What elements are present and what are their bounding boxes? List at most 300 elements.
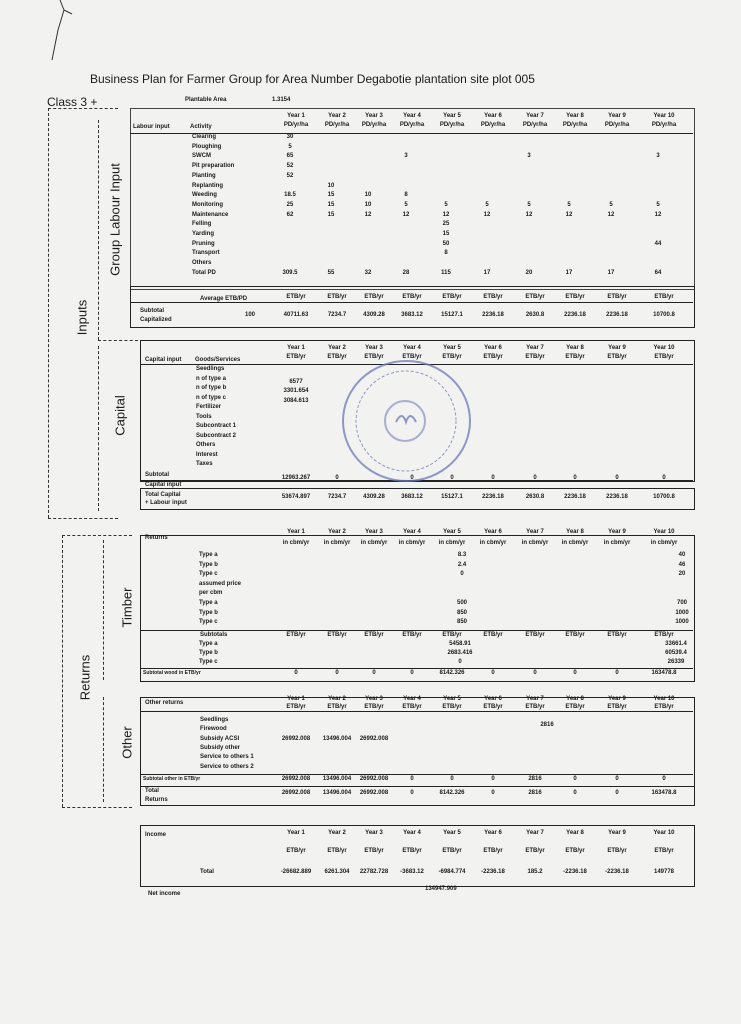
unit-header: PD/yr/ha bbox=[283, 122, 309, 128]
year-header: Year 7 bbox=[526, 529, 544, 535]
timber-frame-left bbox=[103, 540, 104, 680]
capital-total-cell: 53674.897 bbox=[281, 494, 311, 500]
labour-cell: 5 bbox=[288, 143, 292, 150]
capital-frame-left bbox=[98, 346, 99, 511]
year-header: Year 8 bbox=[566, 529, 584, 535]
other-subtotal-cell: 26992.008 bbox=[359, 776, 389, 782]
inputs-frame-left bbox=[48, 108, 49, 518]
unit-header: PD/yr/ha bbox=[651, 122, 677, 128]
unit-header: ETB/yr bbox=[654, 704, 674, 710]
labour-capitalized-label: Capitalized bbox=[140, 317, 172, 323]
labour-cell: 15 bbox=[327, 192, 335, 199]
returns-total-cell: 2816 bbox=[528, 790, 542, 796]
unit-header: ETB/yr bbox=[286, 848, 306, 854]
labour-cell: 12 bbox=[654, 211, 662, 218]
avg-etb-value: 100 bbox=[245, 312, 256, 318]
unit-header: PD/yr/ha bbox=[324, 122, 350, 128]
unit-header: ETB/yr bbox=[607, 354, 627, 360]
etb-header: ETB/yr bbox=[565, 294, 585, 300]
capital-total-label-1: Total Capital bbox=[145, 492, 181, 498]
unit-header: PD/yr/ha bbox=[562, 122, 588, 128]
returns-frame-left bbox=[62, 535, 63, 807]
capital-item-label: Subcontract 2 bbox=[196, 432, 237, 439]
timber-y10-cell: 1000 bbox=[675, 609, 689, 616]
labour-cell: 10 bbox=[364, 192, 372, 199]
income-total-cell: 149778 bbox=[653, 869, 675, 875]
other-row-label: Firewood bbox=[200, 726, 227, 733]
timber-row-label: Type c bbox=[199, 619, 218, 626]
unit-header: ETB/yr bbox=[402, 848, 422, 854]
plantable-area-value: 1.3154 bbox=[272, 97, 291, 103]
timber-y5-cell: 850 bbox=[456, 609, 468, 616]
labour-cell: 12 bbox=[525, 211, 533, 218]
year-header: Year 5 bbox=[443, 529, 461, 535]
timber-subrow-label: Type b bbox=[199, 650, 218, 656]
capital-total-cell: 2630.8 bbox=[525, 494, 545, 500]
labour-cell: 10 bbox=[327, 182, 335, 189]
year-header: Year 7 bbox=[526, 345, 544, 351]
etb-header: ETB/yr bbox=[654, 294, 674, 300]
document-title: Business Plan for Farmer Group for Area Number Degabotie plantation site plot 005 bbox=[90, 72, 535, 86]
labour-cell: 12 bbox=[607, 211, 615, 218]
year-header: Year 9 bbox=[608, 345, 626, 351]
returns-total-cell: 26992.008 bbox=[281, 790, 311, 796]
returns-total-cell: 13496.004 bbox=[322, 790, 352, 796]
etb-header: ETB/yr bbox=[654, 632, 674, 638]
capital-total-cell: 3683.12 bbox=[401, 494, 423, 500]
timber-sub-y5-cell: 2683.416 bbox=[447, 650, 473, 656]
year-header: Year 2 bbox=[328, 830, 346, 836]
unit-header: ETB/yr bbox=[327, 848, 347, 854]
subtotal-wood-cell: 0 bbox=[372, 670, 376, 676]
year-header: Year 2 bbox=[328, 529, 346, 535]
etb-header: ETB/yr bbox=[327, 632, 347, 638]
labour-frame-left bbox=[98, 120, 99, 340]
labour-subtotal-cell: 2236.18 bbox=[482, 312, 504, 318]
timber-subrow-label: Type c bbox=[199, 659, 218, 665]
timber-sub-y10-cell: 26339 bbox=[667, 659, 685, 665]
labour-cell: 5 bbox=[527, 201, 531, 208]
timber-subrow-label: Type a bbox=[199, 641, 218, 647]
unit-header: ETB/yr bbox=[565, 704, 585, 710]
labour-cell: 309.5 bbox=[282, 269, 298, 276]
timber-y10-cell: 40 bbox=[678, 552, 686, 558]
capital-item-label: n of type b bbox=[196, 385, 227, 391]
capital-item-label: Fertilizer bbox=[196, 404, 222, 410]
year-header: Year 9 bbox=[608, 696, 626, 702]
labour-cell: 25 bbox=[442, 221, 450, 228]
subtotal-wood-cell: 0 bbox=[491, 670, 495, 676]
etb-header: ETB/yr bbox=[483, 632, 503, 638]
activity-label: Total PD bbox=[192, 269, 216, 276]
income-total-cell: 185.2 bbox=[527, 869, 543, 875]
labour-cell: 15 bbox=[442, 231, 450, 237]
activity-label: Yarding bbox=[192, 231, 215, 237]
activity-label: Ploughing bbox=[192, 143, 222, 150]
labour-subtotal-cell: 4309.28 bbox=[363, 312, 385, 318]
capital-total-label-2: + Labour input bbox=[145, 500, 187, 506]
unit-header: ETB/yr bbox=[525, 354, 545, 360]
labour-cell: 12 bbox=[402, 211, 410, 218]
year-header: Year 7 bbox=[526, 113, 544, 119]
unit-header: ETB/yr bbox=[442, 848, 462, 854]
inputs-frame-top bbox=[48, 108, 118, 109]
capital-item-label: Seedlings bbox=[196, 366, 225, 372]
year-header: Year 10 bbox=[653, 113, 675, 119]
labour-section-label: Group Labour Input bbox=[107, 163, 123, 276]
activity-label: SWCM bbox=[192, 153, 211, 160]
returns-total-label-1: Total bbox=[145, 788, 159, 794]
labour-cell: 12 bbox=[442, 211, 450, 218]
goods-header: Goods/Services bbox=[195, 357, 241, 363]
year-header: Year 10 bbox=[653, 830, 675, 836]
unit-header: PD/yr/ha bbox=[399, 122, 425, 128]
labour-cell: 32 bbox=[364, 269, 372, 276]
capital-item-label: Tools bbox=[196, 413, 212, 420]
activity-label: Pruning bbox=[192, 240, 215, 247]
capital-input-header: Capital input bbox=[145, 357, 182, 363]
subtotal-wood-cell: 0 bbox=[410, 670, 414, 676]
labour-cell: 8 bbox=[404, 192, 408, 199]
subtotal-wood-cell: 163478.8 bbox=[651, 670, 677, 676]
capital-subtotal-cell: 0 bbox=[491, 475, 495, 481]
subtotal-wood-cell: 0 bbox=[533, 670, 537, 676]
subtotal-wood-label: Subtotal wood in ETB/yr bbox=[143, 670, 201, 676]
unit-header: ETB/yr bbox=[483, 354, 503, 360]
labour-subtotal-cell: 3683.12 bbox=[401, 312, 423, 318]
year-header: Year 7 bbox=[526, 830, 544, 836]
returns-total-cell: 8142.326 bbox=[439, 790, 465, 796]
plantable-area-label: Plantable Area bbox=[185, 97, 227, 103]
labour-subtotal-cell: 15127.1 bbox=[441, 312, 463, 318]
unit-header: in cbm/yr bbox=[479, 540, 507, 546]
returns-total-cell: 0 bbox=[491, 790, 495, 796]
returns-total-label-2: Returns bbox=[145, 797, 168, 803]
capital-subtotal-cell: 0 bbox=[573, 475, 577, 481]
capital-subtotal-cell: 0 bbox=[615, 475, 619, 481]
other-subtotal-cell: 13496.004 bbox=[322, 776, 352, 782]
inputs-frame-bottom bbox=[48, 518, 118, 519]
unit-header: ETB/yr bbox=[483, 704, 503, 710]
year-header: Year 6 bbox=[484, 345, 502, 351]
returns-section-label: Returns bbox=[77, 654, 93, 701]
labour-cell: 8 bbox=[444, 250, 448, 257]
capital-item-label: Subcontract 1 bbox=[196, 423, 237, 429]
labour-subtotal-cell: 7234.7 bbox=[327, 312, 347, 318]
year-header: Year 6 bbox=[484, 113, 502, 119]
timber-sub-y10-cell: 33661.4 bbox=[665, 641, 687, 647]
labour-cell: 17 bbox=[483, 269, 491, 276]
labour-cell: 3 bbox=[527, 153, 531, 160]
timber-y5-cell: 500 bbox=[456, 600, 468, 606]
capital-item-label: Interest bbox=[196, 451, 218, 458]
unit-header: in cbm/yr bbox=[521, 540, 549, 546]
other-subtotal-cell: 26992.008 bbox=[281, 776, 311, 782]
capital-item-value: 3084.613 bbox=[283, 397, 309, 404]
unit-header: in cbm/yr bbox=[438, 540, 466, 546]
other-row-label: Subsidy ACSI bbox=[200, 735, 240, 742]
unit-header: PD/yr/ha bbox=[522, 122, 548, 128]
other-row-label: Service to others 2 bbox=[200, 763, 254, 770]
net-income-label: Net income bbox=[148, 891, 181, 897]
etb-header: ETB/yr bbox=[442, 294, 462, 300]
net-income-value: 134947.909 bbox=[425, 886, 457, 892]
capital-subtotal-cell: 0 bbox=[662, 475, 666, 481]
income-total-cell: -2236.18 bbox=[563, 869, 587, 875]
unit-header: ETB/yr bbox=[364, 848, 384, 854]
other-subtotal-cell: 2816 bbox=[528, 776, 542, 782]
year-header: Year 5 bbox=[443, 345, 461, 351]
unit-header: ETB/yr bbox=[525, 848, 545, 854]
timber-y5-cell: 0 bbox=[460, 571, 464, 578]
year-header: Year 8 bbox=[566, 345, 584, 351]
year-header: Year 4 bbox=[403, 113, 421, 119]
unit-header: ETB/yr bbox=[565, 354, 585, 360]
capital-item-label: n of type a bbox=[196, 375, 227, 382]
unit-header: ETB/yr bbox=[364, 704, 384, 710]
unit-header: PD/yr/ha bbox=[480, 122, 506, 128]
labour-cell: 30 bbox=[286, 134, 294, 140]
inputs-section-label: Inputs bbox=[74, 299, 90, 336]
timber-sub-y5-cell: 5458.91 bbox=[449, 641, 471, 647]
activity-label: Transport bbox=[192, 250, 220, 257]
year-header: Year 10 bbox=[653, 529, 675, 535]
timber-row-label: Type c bbox=[199, 571, 218, 578]
labour-cell: 17 bbox=[565, 269, 573, 276]
etb-header: ETB/yr bbox=[402, 632, 422, 638]
unit-header: in cbm/yr bbox=[360, 540, 388, 546]
timber-row-label: Type a bbox=[199, 552, 218, 558]
income-total-cell: -6984.774 bbox=[438, 869, 466, 875]
capital-section-label: Capital bbox=[112, 395, 128, 436]
capital-total-cell: 2236.18 bbox=[564, 494, 586, 500]
labour-cell: 62 bbox=[286, 211, 294, 218]
labour-cell: 5 bbox=[485, 201, 489, 208]
subsidy-cell: 26992.008 bbox=[359, 736, 389, 742]
timber-row-label: Type b bbox=[199, 609, 218, 616]
unit-header: ETB/yr bbox=[286, 704, 306, 710]
unit-header: ETB/yr bbox=[565, 848, 585, 854]
activity-label: Clearing bbox=[192, 134, 217, 140]
labour-subtotal-cell: 2236.18 bbox=[606, 312, 628, 318]
subsidy-cell: 26992.008 bbox=[281, 736, 311, 742]
unit-header: ETB/yr bbox=[525, 704, 545, 710]
capital-subtotal-cell: 0 bbox=[533, 475, 537, 481]
etb-header: ETB/yr bbox=[286, 632, 306, 638]
year-header: Year 3 bbox=[365, 345, 383, 351]
activity-label: Planting bbox=[192, 172, 216, 179]
activity-label: Weeding bbox=[192, 192, 217, 199]
timber-y10-cell: 20 bbox=[678, 571, 686, 578]
year-header: Year 4 bbox=[403, 696, 421, 702]
unit-header: ETB/yr bbox=[654, 354, 674, 360]
capital-subtotal-cell: 0 bbox=[410, 475, 414, 481]
unit-header: in cbm/yr bbox=[398, 540, 426, 546]
year-header: Year 9 bbox=[608, 529, 626, 535]
etb-header: ETB/yr bbox=[565, 632, 585, 638]
unit-header: ETB/yr bbox=[442, 704, 462, 710]
labour-cell: 44 bbox=[654, 240, 662, 247]
unit-header: PD/yr/ha bbox=[361, 122, 387, 128]
capital-total-cell: 10700.8 bbox=[653, 494, 675, 500]
activity-label: Monitoring bbox=[192, 201, 223, 208]
capital-total-cell: 4309.28 bbox=[363, 494, 385, 500]
year-header: Year 6 bbox=[484, 696, 502, 702]
other-row-label: Subsidy other bbox=[200, 744, 241, 751]
class-label: Class 3 + bbox=[47, 95, 98, 109]
unit-header: ETB/yr bbox=[286, 354, 306, 360]
returns-frame-bottom bbox=[62, 807, 132, 808]
labour-cell: 64 bbox=[654, 269, 662, 276]
etb-header: ETB/yr bbox=[525, 294, 545, 300]
year-header: Year 5 bbox=[443, 696, 461, 702]
labour-cell: 12 bbox=[483, 211, 491, 218]
labour-cell: 28 bbox=[402, 269, 410, 276]
other-row-label: Seedlings bbox=[200, 717, 229, 723]
etb-header: ETB/yr bbox=[525, 632, 545, 638]
timber-y10-cell: 46 bbox=[678, 561, 686, 568]
activity-label: Others bbox=[192, 260, 212, 267]
subtotal-wood-cell: 8142.326 bbox=[439, 670, 465, 676]
labour-cell: 52 bbox=[286, 172, 294, 179]
activity-header: Activity bbox=[190, 124, 212, 130]
torn-corner-icon bbox=[0, 0, 110, 100]
capital-subtotal-cell: 12963.267 bbox=[281, 475, 311, 481]
returns-total-cell: 0 bbox=[410, 790, 414, 796]
year-header: Year 1 bbox=[287, 529, 305, 535]
labour-cell: 5 bbox=[567, 201, 571, 208]
unit-header: ETB/yr bbox=[327, 704, 347, 710]
unit-header: ETB/yr bbox=[654, 848, 674, 854]
unit-header: in cbm/yr bbox=[282, 540, 310, 546]
returns-header: Returns bbox=[145, 535, 168, 541]
year-header: Year 5 bbox=[443, 830, 461, 836]
income-total-cell: -3683.12 bbox=[400, 869, 424, 875]
etb-header: ETB/yr bbox=[607, 294, 627, 300]
other-subtotal-cell: 0 bbox=[450, 776, 454, 782]
income-total-cell: -2236.18 bbox=[481, 869, 505, 875]
other-subtotal-label: Subtotal other in ETB/yr bbox=[143, 776, 201, 782]
capital-input-label: Capital input bbox=[145, 482, 182, 488]
labour-cell: 55 bbox=[327, 269, 335, 276]
unit-header: PD/yr/ha bbox=[604, 122, 630, 128]
activity-label: Replanting bbox=[192, 182, 223, 189]
capital-item-label: Others bbox=[196, 442, 216, 448]
labour-subtotal-cell: 40711.63 bbox=[283, 312, 309, 318]
unit-header: ETB/yr bbox=[327, 354, 347, 360]
activity-label: Pit preparation bbox=[192, 163, 235, 170]
capital-item-value: 3301.654 bbox=[283, 388, 309, 394]
etb-header: ETB/yr bbox=[442, 632, 462, 638]
year-header: Year 6 bbox=[484, 830, 502, 836]
unit-header: ETB/yr bbox=[402, 354, 422, 360]
labour-subtotal-label: Subtotal bbox=[140, 308, 164, 314]
year-header: Year 1 bbox=[287, 830, 305, 836]
labour-cell: 115 bbox=[441, 269, 451, 276]
labour-cell: 52 bbox=[286, 163, 294, 170]
labour-cell: 25 bbox=[286, 201, 294, 208]
capital-subtotal-cell: 0 bbox=[450, 475, 454, 481]
timber-subtotals-label: Subtotals bbox=[200, 632, 228, 638]
timber-y10-cell: 700 bbox=[676, 600, 688, 606]
etb-header: ETB/yr bbox=[402, 294, 422, 300]
timber-row-label: per cbm bbox=[199, 590, 223, 597]
etb-header: ETB/yr bbox=[607, 632, 627, 638]
year-header: Year 4 bbox=[403, 345, 421, 351]
labour-input-header: Labour input bbox=[133, 124, 170, 130]
subtotal-wood-cell: 0 bbox=[294, 670, 298, 676]
capital-subtotal-label: Subtotal bbox=[145, 472, 169, 478]
other-frame-left bbox=[103, 697, 104, 802]
labour-cell: 5 bbox=[656, 201, 660, 208]
labour-subtotal-frame bbox=[130, 286, 695, 328]
unit-header: in cbm/yr bbox=[650, 540, 678, 546]
year-header: Year 3 bbox=[365, 696, 383, 702]
labour-cell: 17 bbox=[607, 269, 615, 276]
returns-frame-top bbox=[62, 535, 132, 536]
returns-total-cell: 163478.8 bbox=[651, 790, 677, 796]
other-subtotal-cell: 0 bbox=[410, 776, 414, 782]
capital-item-label: Taxes bbox=[196, 461, 213, 467]
activity-label: Felling bbox=[192, 221, 212, 228]
unit-header: in cbm/yr bbox=[323, 540, 351, 546]
official-stamp bbox=[342, 360, 471, 482]
year-header: Year 3 bbox=[365, 529, 383, 535]
income-label: Income bbox=[145, 832, 167, 838]
income-total-cell: 22782.728 bbox=[359, 869, 389, 875]
labour-cell: 18.5 bbox=[284, 192, 296, 199]
income-total-label: Total bbox=[200, 869, 214, 875]
avg-etb-label: Average ETB/PD bbox=[200, 296, 248, 302]
labour-subtotal-cell: 2236.18 bbox=[564, 312, 586, 318]
year-header: Year 10 bbox=[653, 696, 675, 702]
year-header: Year 2 bbox=[328, 113, 346, 119]
year-header: Year 2 bbox=[328, 345, 346, 351]
year-header: Year 3 bbox=[365, 830, 383, 836]
etb-header: ETB/yr bbox=[483, 294, 503, 300]
labour-cell: 3 bbox=[404, 153, 408, 160]
labour-cell: 15 bbox=[327, 201, 335, 208]
timber-section-label: Timber bbox=[119, 587, 135, 628]
year-header: Year 10 bbox=[653, 345, 675, 351]
etb-header: ETB/yr bbox=[364, 294, 384, 300]
year-header: Year 9 bbox=[608, 830, 626, 836]
subtotal-wood-cell: 0 bbox=[573, 670, 577, 676]
labour-cell: 5 bbox=[444, 201, 448, 208]
year-header: Year 4 bbox=[403, 830, 421, 836]
capital-item-label: n of type c bbox=[196, 394, 227, 401]
returns-total-cell: 0 bbox=[615, 790, 619, 796]
timber-y10-cell: 1000 bbox=[675, 619, 689, 626]
subtotal-wood-cell: 0 bbox=[615, 670, 619, 676]
subsidy-cell: 13496.004 bbox=[322, 736, 352, 742]
unit-header: ETB/yr bbox=[364, 354, 384, 360]
activity-label: Maintenance bbox=[192, 211, 229, 218]
other-returns-header: Other returns bbox=[145, 700, 184, 706]
year-header: Year 8 bbox=[566, 113, 584, 119]
subtotal-wood-cell: 0 bbox=[335, 670, 339, 676]
returns-total-frame bbox=[140, 786, 695, 806]
labour-cell: 5 bbox=[404, 201, 408, 208]
year-header: Year 5 bbox=[443, 113, 461, 119]
etb-header: ETB/yr bbox=[364, 632, 384, 638]
labour-subtotal-cell: 10700.8 bbox=[653, 312, 675, 318]
labour-cell: 10 bbox=[364, 201, 372, 208]
other-subtotal-cell: 0 bbox=[491, 776, 495, 782]
income-total-cell: 6261.304 bbox=[324, 869, 350, 875]
year-header: Year 3 bbox=[365, 113, 383, 119]
capital-subtotal-cell: 0 bbox=[335, 475, 339, 481]
